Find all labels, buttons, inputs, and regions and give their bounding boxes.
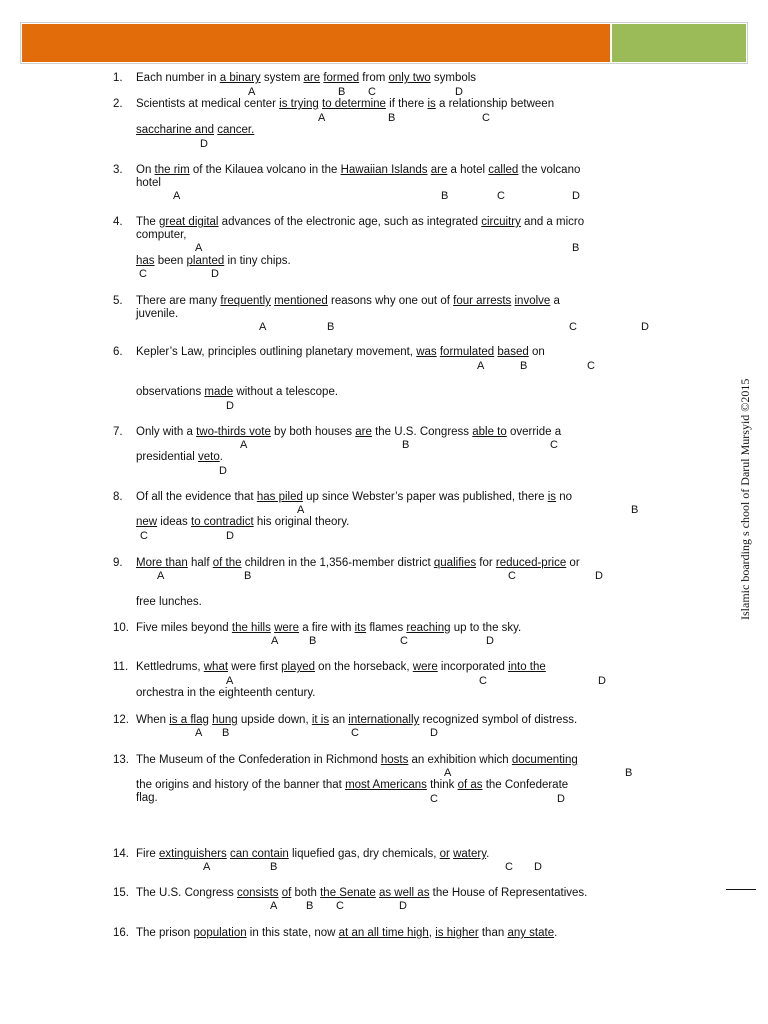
option-letter-a: A <box>477 360 485 372</box>
question-number: 6. <box>113 346 123 358</box>
text-segment: flag. <box>136 792 158 804</box>
text-segment: the origins and history of the banner that <box>136 779 346 791</box>
question-text-line <box>136 426 561 439</box>
question-text-line <box>136 792 158 805</box>
option-letter-b: B <box>520 360 528 372</box>
option-letter-d: D <box>399 900 407 912</box>
option-letter-a: A <box>259 321 267 333</box>
text-segment: advances of the electronic age, such as integrated <box>218 216 482 228</box>
text-segment: override a <box>506 426 562 438</box>
underlined-option: consists <box>236 887 279 899</box>
banner-green-block <box>612 24 746 62</box>
question-text-line <box>136 661 546 674</box>
underlined-option: internationally <box>348 714 420 726</box>
underlined-option: to contradict <box>191 516 254 528</box>
text-segment: from <box>359 72 389 84</box>
option-letter-b: B <box>631 504 639 516</box>
text-segment: an exhibition which <box>408 754 512 766</box>
option-letter-d: D <box>219 465 227 477</box>
underlined-option: formulated <box>439 346 495 358</box>
option-letter-a: A <box>203 861 211 873</box>
text-segment: in tiny chips. <box>224 255 291 267</box>
underlined-option: most Americans <box>345 779 427 791</box>
option-letter-c: C <box>497 190 505 202</box>
underlined-option: its <box>354 622 367 634</box>
text-segment: Of all the evidence that <box>136 491 257 503</box>
text-segment: no <box>556 491 573 503</box>
text-segment: think <box>426 779 458 791</box>
underlined-option: are <box>303 72 321 84</box>
text-segment: were first <box>228 661 282 673</box>
option-letter-b: B <box>402 439 410 451</box>
text-segment: the volcano <box>518 164 581 176</box>
option-letter-c: C <box>550 439 558 451</box>
text-segment: if there <box>385 98 428 110</box>
text-segment: computer, <box>136 229 187 241</box>
underlined-option: of the <box>212 557 242 569</box>
option-letter-a: A <box>297 504 305 516</box>
underlined-option: were <box>274 622 300 634</box>
text-segment: . <box>554 927 558 939</box>
text-segment: incorporated <box>437 661 509 673</box>
text-segment: the U.S. Congress <box>371 426 473 438</box>
question-text-line <box>136 779 568 792</box>
underlined-option: was <box>416 346 437 358</box>
option-letter-a: A <box>240 439 248 451</box>
option-letter-b: B <box>338 86 346 98</box>
text-segment: for <box>476 557 496 569</box>
text-segment: recognized symbol of distress. <box>419 714 578 726</box>
text-segment: up to the sky. <box>450 622 522 634</box>
option-letter-d: D <box>598 675 606 687</box>
question-text-line <box>136 346 545 359</box>
question-text-line <box>136 229 187 242</box>
option-letter-a: A <box>195 727 203 739</box>
text-segment: observations <box>136 386 205 398</box>
option-letter-a: A <box>157 570 165 582</box>
underlined-option: has <box>136 255 155 267</box>
underlined-option: reduced-price <box>495 557 567 569</box>
option-letter-d: D <box>595 570 603 582</box>
question-number: 14. <box>113 848 129 860</box>
question-text-line <box>136 491 572 504</box>
underlined-option: four arrests <box>453 295 512 307</box>
underlined-option: is <box>547 491 557 503</box>
option-letter-a: A <box>444 767 452 779</box>
underlined-option: reaching <box>406 622 451 634</box>
underlined-option: into the <box>508 661 546 673</box>
option-letter-b: B <box>270 861 278 873</box>
underlined-option: involve <box>514 295 551 307</box>
text-segment: Kettledrums, <box>136 661 204 673</box>
text-segment: The Museum of the Confederation in Richmond <box>136 754 381 766</box>
option-letter-d: D <box>486 635 494 647</box>
question-text-line <box>136 295 560 308</box>
underlined-option: documenting <box>511 754 578 766</box>
text-segment: children in the 1,356-member district <box>241 557 434 569</box>
option-letter-d: D <box>200 138 208 150</box>
option-letter-c: C <box>569 321 577 333</box>
text-segment: the House of Representatives. <box>429 887 588 899</box>
underlined-option: a binary <box>219 72 261 84</box>
text-segment: Only with a <box>136 426 197 438</box>
underlined-option: the rim <box>154 164 190 176</box>
question-text-line <box>136 596 202 609</box>
text-segment: reasons why one out of <box>327 295 454 307</box>
question-text-line <box>136 557 580 570</box>
text-segment: than <box>478 927 508 939</box>
option-letter-a: A <box>270 900 278 912</box>
question-text-line <box>136 177 161 190</box>
option-letter-d: D <box>211 268 219 280</box>
option-letter-c: C <box>400 635 408 647</box>
option-letter-b: B <box>388 112 396 124</box>
question-text-line <box>136 164 580 177</box>
question-number: 13. <box>113 754 129 766</box>
underlined-option: watery <box>453 848 487 860</box>
banner-orange-block <box>22 24 610 62</box>
question-number: 12. <box>113 714 129 726</box>
option-letter-b: B <box>306 900 314 912</box>
text-segment: his original theory. <box>253 516 350 528</box>
option-letter-b: B <box>244 570 252 582</box>
underlined-option: More than <box>136 557 188 569</box>
text-segment: a <box>550 295 560 307</box>
underlined-option: played <box>281 661 315 673</box>
question-text-line <box>136 216 584 229</box>
question-text-line <box>136 386 338 399</box>
text-segment: been <box>154 255 187 267</box>
option-letter-d: D <box>226 400 234 412</box>
option-letter-b: B <box>441 190 449 202</box>
option-letter-c: C <box>351 727 359 739</box>
underlined-option: frequently <box>220 295 271 307</box>
text-segment: and a micro <box>520 216 585 228</box>
option-letter-c: C <box>139 268 147 280</box>
text-segment: flames <box>366 622 407 634</box>
underlined-option: mentioned <box>274 295 328 307</box>
option-letter-d: D <box>226 530 234 542</box>
text-segment: the Confederate <box>482 779 569 791</box>
underlined-option: only two <box>388 72 431 84</box>
underlined-option: as well as <box>378 887 430 899</box>
question-text-line <box>136 687 315 700</box>
underlined-option: called <box>488 164 519 176</box>
text-segment: The <box>136 216 160 228</box>
option-letter-d: D <box>534 861 542 873</box>
underlined-option: great digital <box>159 216 219 228</box>
option-letter-d: D <box>641 321 649 333</box>
underlined-option: is a flag <box>169 714 209 726</box>
underlined-option: to determine <box>322 98 386 110</box>
text-segment: . <box>486 848 490 860</box>
question-number: 16. <box>113 927 129 939</box>
text-segment: Kepler’s Law, principles outlining planetary movement, <box>136 346 417 358</box>
question-number: 10. <box>113 622 129 634</box>
margin-rule <box>726 889 756 890</box>
option-letter-d: D <box>557 793 565 805</box>
underlined-option: were <box>412 661 438 673</box>
text-segment: free lunches. <box>136 596 202 608</box>
text-segment: or <box>566 557 580 569</box>
question-text-line <box>136 308 178 321</box>
text-segment: both <box>291 887 321 899</box>
underlined-option: hung <box>212 714 238 726</box>
option-letter-c: C <box>368 86 376 98</box>
underlined-option: extinguishers <box>159 848 227 860</box>
underlined-option: has piled <box>256 491 303 503</box>
text-segment: juvenile. <box>136 308 179 320</box>
text-segment: upside down, <box>237 714 312 726</box>
text-segment: without a telescope. <box>233 386 339 398</box>
question-text-line <box>136 622 521 635</box>
question-number: 4. <box>113 216 123 228</box>
text-segment: hotel <box>136 177 161 189</box>
question-text-line <box>136 887 587 900</box>
question-number: 11. <box>113 661 129 673</box>
question-text-line <box>136 124 254 137</box>
option-letter-b: B <box>572 242 580 254</box>
text-segment: . <box>219 451 223 463</box>
option-letter-b: B <box>327 321 335 333</box>
option-letter-a: A <box>318 112 326 124</box>
underlined-option: formed <box>323 72 360 84</box>
underlined-option: of <box>281 887 292 899</box>
underlined-option: what <box>203 661 229 673</box>
underlined-option: is <box>427 98 436 110</box>
text-segment: The prison <box>136 927 194 939</box>
text-segment: liquefied gas, dry chemicals, <box>288 848 440 860</box>
text-segment: Five miles beyond <box>136 622 232 634</box>
question-number: 9. <box>113 557 123 569</box>
option-letter-a: A <box>271 635 279 647</box>
option-letter-a: A <box>226 675 234 687</box>
underlined-option: is trying <box>279 98 319 110</box>
text-segment: a relationship between <box>435 98 555 110</box>
underlined-option: new <box>136 516 158 528</box>
option-letter-c: C <box>140 530 148 542</box>
underlined-option: at an all time high <box>338 927 429 939</box>
option-letter-a: A <box>173 190 181 202</box>
underlined-option: population <box>193 927 247 939</box>
underlined-option: Hawaiian Islands <box>340 164 428 176</box>
text-segment: Each number in <box>136 72 220 84</box>
underlined-option: it is <box>311 714 330 726</box>
option-letter-c: C <box>587 360 595 372</box>
underlined-option: veto <box>198 451 220 463</box>
option-letter-c: C <box>479 675 487 687</box>
question-number: 5. <box>113 295 123 307</box>
underlined-option: planted <box>186 255 225 267</box>
text-segment: There are many <box>136 295 221 307</box>
question-text-line <box>136 451 223 464</box>
option-letter-a: A <box>195 242 203 254</box>
text-segment: by both houses <box>270 426 356 438</box>
text-segment: system <box>260 72 304 84</box>
underlined-option: saccharine and <box>136 124 214 136</box>
underlined-option: qualifies <box>433 557 477 569</box>
text-segment: on the horseback, <box>314 661 413 673</box>
underlined-option: made <box>204 386 234 398</box>
option-letter-b: B <box>625 767 633 779</box>
text-segment: up since Webster’s paper was published, there <box>302 491 548 503</box>
option-letter-c: C <box>482 112 490 124</box>
underlined-option: of as <box>457 779 483 791</box>
text-segment: on <box>528 346 545 358</box>
text-segment: ideas <box>157 516 191 528</box>
question-number: 7. <box>113 426 123 438</box>
question-text-line <box>136 516 349 529</box>
underlined-option: the hills <box>231 622 271 634</box>
question-text-line <box>136 927 557 940</box>
question-text-line <box>136 255 291 268</box>
underlined-option: the Senate <box>320 887 376 899</box>
option-letter-c: C <box>430 793 438 805</box>
text-segment: an <box>329 714 349 726</box>
text-segment: a fire with <box>299 622 355 634</box>
text-segment: symbols <box>430 72 477 84</box>
underlined-option: is higher <box>435 927 479 939</box>
question-text-line <box>136 72 476 85</box>
underlined-option: or <box>439 848 450 860</box>
question-number: 3. <box>113 164 123 176</box>
option-letter-b: B <box>222 727 230 739</box>
option-letter-a: A <box>248 86 256 98</box>
text-segment: On <box>136 164 155 176</box>
sidebar-watermark: Islamic boarding s chool of Darul Mursyid ©2015 <box>738 378 752 620</box>
underlined-option: based <box>497 346 529 358</box>
text-segment: half <box>187 557 213 569</box>
question-number: 8. <box>113 491 123 503</box>
option-letter-d: D <box>455 86 463 98</box>
option-letter-b: B <box>309 635 317 647</box>
underlined-option: able to <box>472 426 507 438</box>
text-segment: Scientists at medical center <box>136 98 280 110</box>
text-segment: presidential <box>136 451 199 463</box>
text-segment: When <box>136 714 170 726</box>
text-segment: of the Kilauea volcano in the <box>189 164 341 176</box>
question-text-line <box>136 848 489 861</box>
text-segment: Fire <box>136 848 159 860</box>
underlined-option: are <box>430 164 448 176</box>
question-number: 2. <box>113 98 123 110</box>
option-letter-d: D <box>430 727 438 739</box>
underlined-option: are <box>355 426 372 438</box>
header-banner <box>22 24 746 62</box>
text-segment: The U.S. Congress <box>136 887 237 899</box>
question-number: 15. <box>113 887 129 899</box>
option-letter-c: C <box>505 861 513 873</box>
text-segment: , <box>428 927 436 939</box>
text-segment: a hotel <box>447 164 489 176</box>
text-segment: in this state, now <box>246 927 339 939</box>
question-text-line <box>136 714 577 727</box>
question-text-line <box>136 98 554 111</box>
option-letter-d: D <box>572 190 580 202</box>
underlined-option: any state <box>507 927 555 939</box>
text-segment: orchestra in the eighteenth century. <box>136 687 316 699</box>
underlined-option: circuitry <box>481 216 521 228</box>
question-text-line <box>136 754 578 767</box>
option-letter-c: C <box>508 570 516 582</box>
underlined-option: can contain <box>229 848 289 860</box>
option-letter-c: C <box>336 900 344 912</box>
underlined-option: two-thirds vote <box>196 426 271 438</box>
underlined-option: cancer. <box>217 124 255 136</box>
question-number: 1. <box>113 72 123 84</box>
underlined-option: hosts <box>380 754 409 766</box>
